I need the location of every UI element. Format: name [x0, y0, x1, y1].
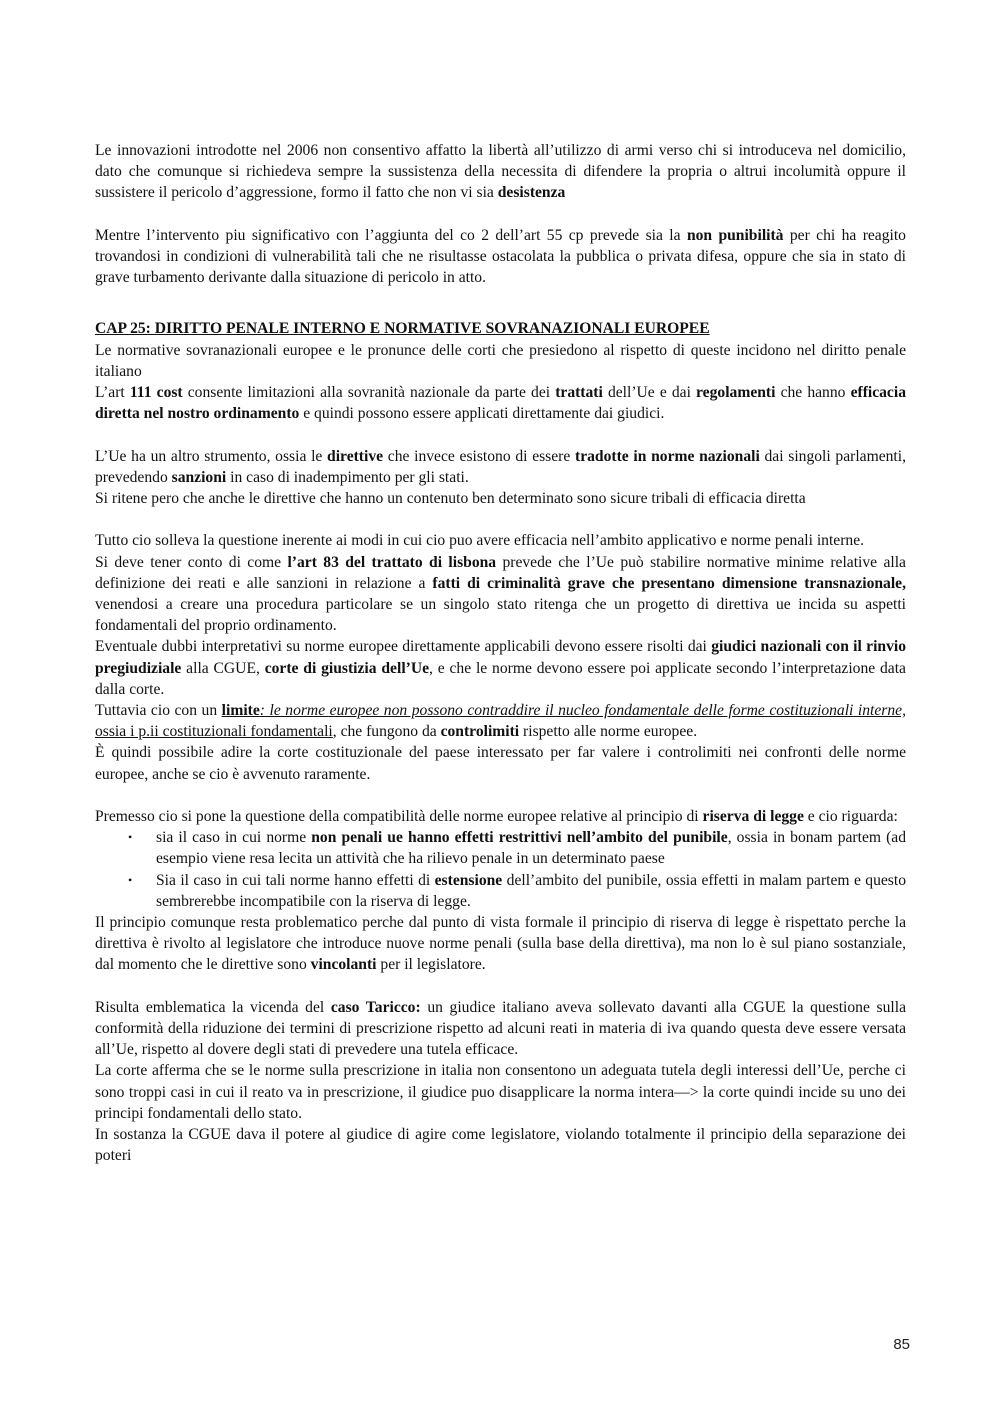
list-item: • sia il caso in cui norme non penali ue hanno effetti restrittivi nell’ambito del punibile, ossia in bonam partem (ad esempio viene resa lecita un attività che ha rilievo penale in un determinato paese	[128, 829, 906, 868]
paragraph: Si ritene pero che anche le direttive che hanno un contenuto ben determinato sono sicure tribali di efficacia diretta	[95, 490, 806, 508]
bullet-icon: •	[128, 830, 133, 845]
paragraph: L’Ue ha un altro strumento, ossia le direttive che invece esistono di essere tradotte in norme nazionali dai singoli parlamenti, prevedendo sanzioni in caso di inadempimento per gli stati.	[95, 447, 906, 486]
bullet-list	[95, 827, 906, 912]
paragraph: Il principio comunque resta problematico perche dal punto di vista formale il principio di riserva di legge è rispettato perche la direttiva è rivolto al legislatore che introduce nuove norme penali (sulla base della direttiva), ma non lo è sul piano sostanziale, dal momento che le direttive sono vincolanti per il legislatore.	[95, 914, 906, 974]
paragraph: Tutto cio solleva la questione inerente ai modi in cui cio puo avere efficacia nell’ambito applicativo e norme penali interne.	[95, 532, 865, 550]
page-body	[95, 140, 906, 1166]
page-number: 85	[893, 1336, 910, 1353]
paragraph: Le normative sovranazionali europee e le pronunce delle corti che presiedono al rispetto di queste incidono nel diritto penale italiano	[95, 341, 906, 380]
paragraph: Risulta emblematica la vicenda del caso Taricco: un giudice italiano aveva sollevato davanti alla CGUE la questione sulla conformità della riduzione dei termini di prescrizione rispetto ad alcuni reati in materia di iva quando questa deve essere versata all’Ue, rispetto al dovere degli stati di prevedere una tutela efficace.	[95, 998, 906, 1059]
paragraph: L’art 111 cost consente limitazioni alla sovranità nazionale da parte dei trattati dell’Ue e dai regolamenti che hanno efficacia diretta nel nostro ordinamento e quindi possono essere applicati direttamente dai giudici.	[95, 384, 906, 423]
paragraph: Eventuale dubbi interpretativi su norme europee direttamente applicabili devono essere risolti dai giudici nazionali con il rinvio pregiudiziale alla CGUE, corte di giustizia dell’Ue, e che le norme devono essere poi applicate secondo l’interpretazione data dalla corte.	[95, 638, 906, 698]
paragraph: In sostanza la CGUE dava il potere al giudice di agire come legislatore, violando totalmente il principio della separazione dei poteri	[95, 1126, 906, 1165]
paragraph: Premesso cio si pone la questione della compatibilità delle norme europee relative al principio di riserva di legge e cio riguarda:	[95, 808, 898, 826]
paragraph: Mentre l’intervento piu significativo con l’aggiunta del co 2 dell’art 55 cp prevede sia la non punibilità per chi ha reagito trovandosi in condizioni di vulnerabilità tali che ne risultasse ostacolata la pubblica o privata difesa, oppure che sia in stato di grave turbamento derivante dalla situazione di pericolo in atto.	[95, 226, 906, 287]
chapter-title: CAP 25: DIRITTO PENALE INTERNO E NORMATIVE SOVRANAZIONALI EUROPEE	[95, 320, 710, 338]
bullet-icon: •	[128, 872, 133, 887]
paragraph: La corte afferma che se le norme sulla prescrizione in italia non consentono un adeguata tutela degli interessi dell’Ue, perche ci sono troppi casi in cui il reato va in prescrizione, il giudice puo disapplicare la norma intera—> la corte quindi incide su uno dei principi fondamentali dello stato.	[95, 1062, 906, 1122]
paragraph: Le innovazioni introdotte nel 2006 non consentivo affatto la libertà all’utilizzo di armi verso chi si introduceva nel domicilio, dato che comunque si richiedeva sempre la sussistenza della necessita di difendere la propria o altrui incolumità oppure il sussistere il pericolo d’aggressione, formo il fatto che non vi sia desistenza	[95, 142, 906, 202]
paragraph: Si deve tener conto di come l’art 83 del trattato di lisbona prevede che l’Ue può stabilire normative minime relative alla definizione dei reati e alle sanzioni in relazione a fatti di criminalità grave che presentano dimensione transnazionale, venendosi a creare una procedura particolare se un singolo stato ritenga che un progetto di direttiva ue incida su aspetti fondamentali del proprio ordinamento.	[95, 553, 906, 635]
paragraph: Tuttavia cio con un limite: le norme europee non possono contraddire il nucleo fondamentale delle forme costituzionali interne, ossia i p.ii costituzionali fondamentali, che fungono da controlimiti rispetto alle norme europee.	[95, 702, 906, 741]
paragraph: È quindi possibile adire la corte costituzionale del paese interessato per far valere i controlimiti nei confronti delle norme europee, anche se cio è avvenuto raramente.	[95, 744, 906, 783]
list-item: • Sia il caso in cui tali norme hanno effetti di estensione dell’ambito del punibile, ossia effetti in malam partem e questo sembrerebbe incompatibile con la riserva di legge.	[128, 871, 906, 910]
